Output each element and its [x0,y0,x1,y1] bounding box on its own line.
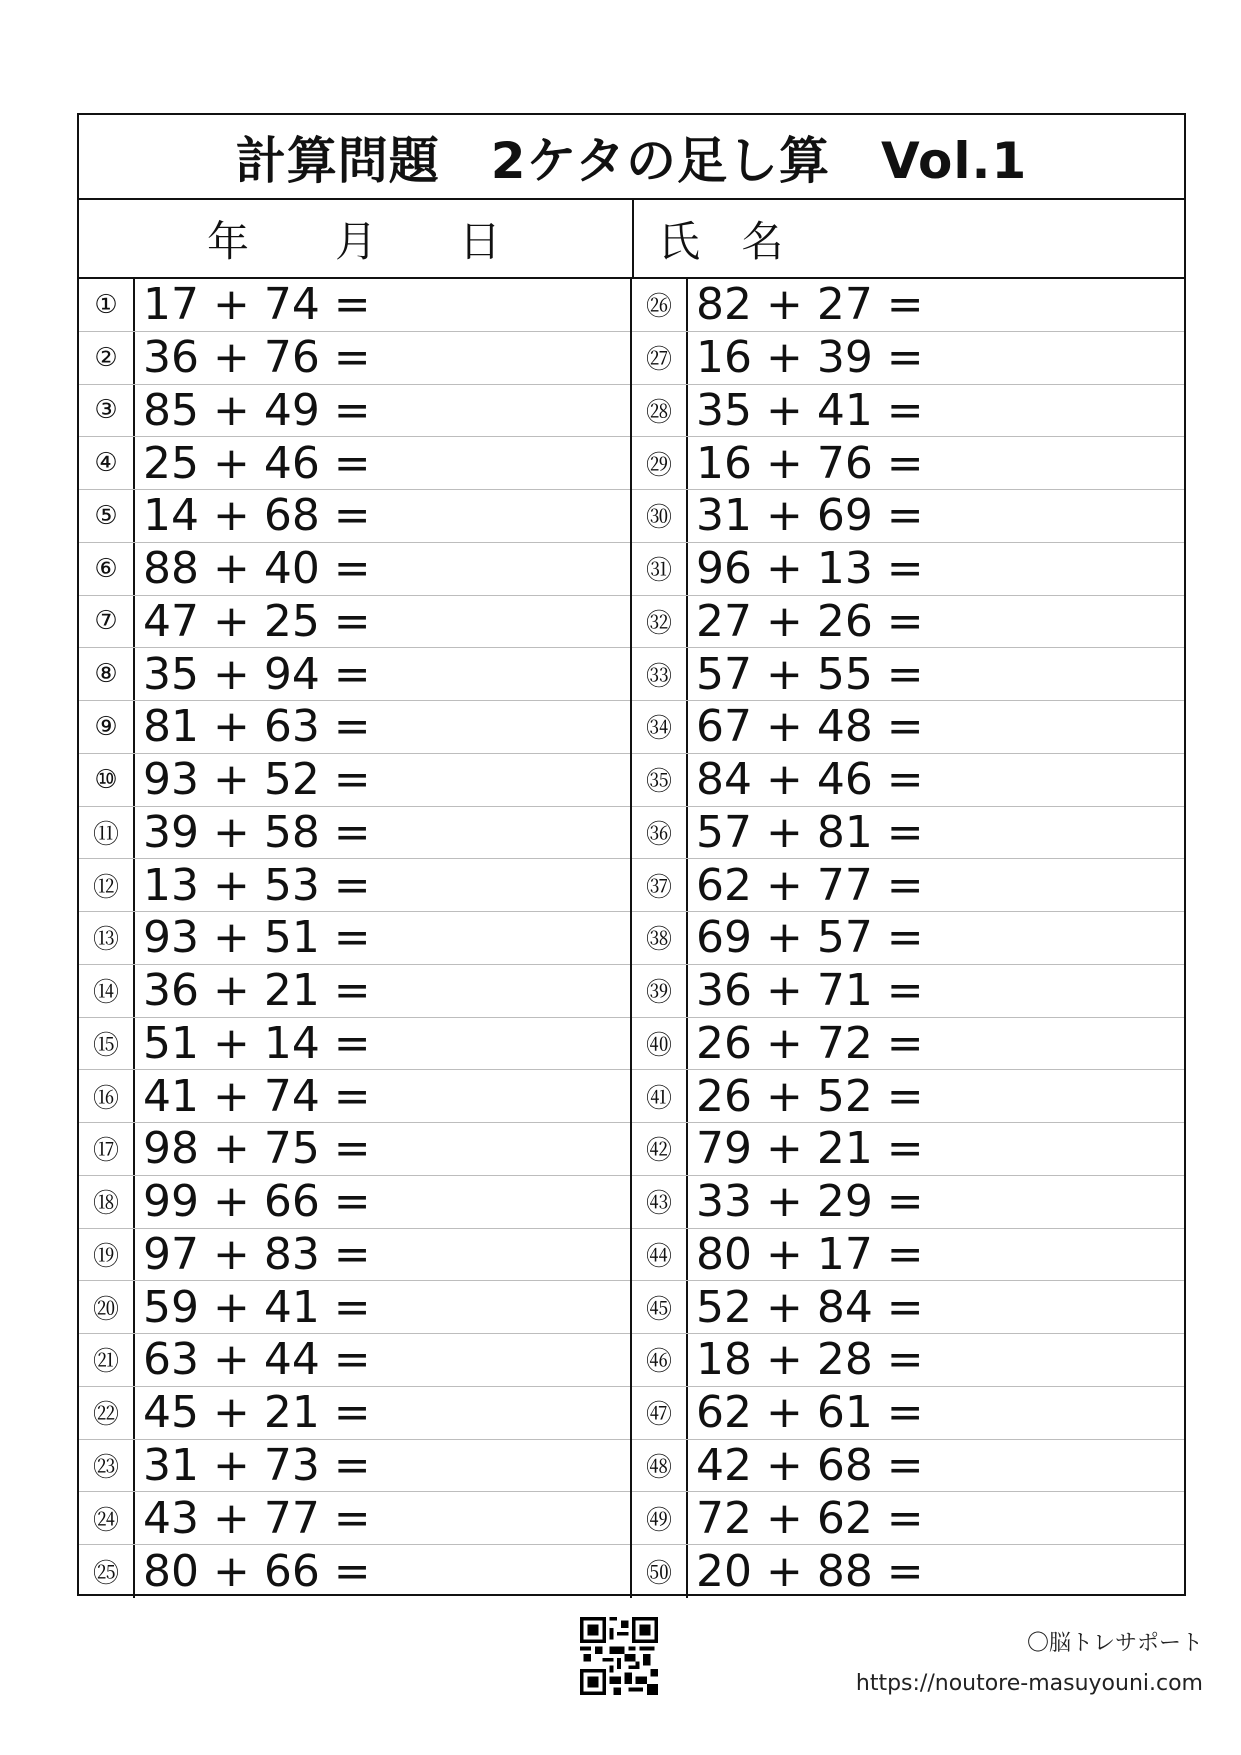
qr-code-icon [580,1617,658,1695]
problem-number: ㉘ [632,385,688,437]
problem-expression[interactable]: 80 + 17 = [696,1228,924,1280]
footer-credit: 〇脳トレサポート [1026,1631,1203,1656]
worksheet-title: 計算問題 2ケタの足し算 Vol.1 [79,115,1184,200]
problem-expression[interactable]: 16 + 76 = [696,437,924,489]
problem-expression[interactable]: 59 + 41 = [143,1281,371,1333]
problem-row [79,1281,630,1334]
problem-number: ㉟ [632,754,688,806]
problem-expression[interactable]: 27 + 26 = [696,595,924,647]
problem-number: ⑫ [79,859,135,911]
problem-row [632,701,1184,754]
problem-number: ⑮ [79,1018,135,1070]
problem-row [79,1545,630,1598]
problem-number: ⑨ [79,701,135,753]
problem-number: ⑯ [79,1070,135,1122]
problem-row [79,807,630,860]
problem-number: ㊼ [632,1387,688,1439]
problem-expression[interactable]: 67 + 48 = [696,701,924,753]
problem-number: ⑲ [79,1229,135,1281]
problem-row [79,701,630,754]
problem-expression[interactable]: 93 + 51 = [143,912,371,964]
problem-number: ㉕ [79,1545,135,1598]
problem-expression[interactable]: 52 + 84 = [696,1281,924,1333]
problem-number: ㊿ [632,1545,688,1598]
problem-row [632,1440,1184,1493]
problem-expression[interactable]: 79 + 21 = [696,1123,924,1175]
problem-number: ㉞ [632,701,688,753]
problem-number: ㉓ [79,1440,135,1492]
problem-number: ③ [79,385,135,437]
problem-expression[interactable]: 85 + 49 = [143,384,371,436]
problem-row [79,1334,630,1387]
problem-number: ⑦ [79,596,135,648]
problem-number: ㊵ [632,1018,688,1070]
problem-number: ⑰ [79,1123,135,1175]
problem-expression[interactable]: 41 + 74 = [143,1070,371,1122]
problem-row [632,807,1184,860]
problem-expression[interactable]: 36 + 76 = [143,332,371,384]
problem-row [79,1018,630,1071]
problem-expression[interactable]: 13 + 53 = [143,859,371,911]
problem-row [632,1492,1184,1545]
problem-expression[interactable]: 36 + 71 = [696,965,924,1017]
problem-row [79,1176,630,1229]
problem-expression[interactable]: 93 + 52 = [143,754,371,806]
problem-number: ㉚ [632,490,688,542]
problem-number: ㉖ [632,279,688,331]
problem-number: ⑳ [79,1281,135,1333]
problem-row [79,279,630,332]
problem-row [79,754,630,807]
problem-expression[interactable]: 62 + 61 = [696,1387,924,1439]
footer-url[interactable]: https://noutore-masuyouni.com [855,1671,1203,1696]
problem-number: ㊸ [632,1176,688,1228]
problem-number: ① [79,279,135,331]
problem-expression[interactable]: 84 + 46 = [696,754,924,806]
problem-number: ㊴ [632,965,688,1017]
problem-row [79,332,630,385]
problem-row [79,1123,630,1176]
problem-number: ㉒ [79,1387,135,1439]
problem-expression[interactable]: 82 + 27 = [696,279,924,331]
problem-expression[interactable]: 98 + 75 = [143,1123,371,1175]
problem-number: ④ [79,437,135,489]
problem-row [632,596,1184,649]
problem-row [632,1281,1184,1334]
problem-row [632,332,1184,385]
problem-number: ㊳ [632,912,688,964]
problem-number: ⑥ [79,543,135,595]
year-label: 年 [207,216,250,266]
problem-expression[interactable]: 35 + 41 = [696,384,924,436]
problem-number: ㉔ [79,1492,135,1544]
problem-number: ⑪ [79,807,135,859]
problem-expression[interactable]: 16 + 39 = [696,332,924,384]
problem-row [79,648,630,701]
problem-expression[interactable]: 57 + 81 = [696,806,924,858]
problem-expression[interactable]: 31 + 73 = [143,1439,371,1491]
problem-number: ㊲ [632,859,688,911]
problem-row [632,912,1184,965]
problem-expression[interactable]: 99 + 66 = [143,1176,371,1228]
problem-expression[interactable]: 63 + 44 = [143,1334,371,1386]
problem-row [79,1229,630,1282]
problem-row [632,1334,1184,1387]
problem-row [632,1229,1184,1282]
problem-row [632,1176,1184,1229]
problem-row [632,385,1184,438]
problem-row [79,965,630,1018]
problem-row [632,965,1184,1018]
problem-row [79,543,630,596]
problem-number: ㊻ [632,1334,688,1386]
problem-row [79,912,630,965]
problem-expression[interactable]: 14 + 68 = [143,490,371,542]
problem-expression[interactable]: 39 + 58 = [143,806,371,858]
problems-right-column [632,279,1184,1598]
problem-number: ㊷ [632,1123,688,1175]
problem-row [632,648,1184,701]
problem-row [632,1018,1184,1071]
problem-row [632,859,1184,912]
problem-row [632,1123,1184,1176]
problem-expression[interactable]: 97 + 83 = [143,1228,371,1280]
problem-number: ⑤ [79,490,135,542]
problem-expression[interactable]: 96 + 13 = [696,543,924,595]
problem-row [632,279,1184,332]
problem-row [632,1387,1184,1440]
info-row [79,200,1184,279]
problem-expression[interactable]: 20 + 88 = [696,1545,924,1597]
problem-expression[interactable]: 57 + 55 = [696,648,924,700]
name-label: 氏 名 [658,216,798,266]
name-field[interactable] [634,200,1184,277]
problem-expression[interactable]: 25 + 46 = [143,437,371,489]
problem-expression[interactable]: 51 + 14 = [143,1017,371,1069]
problem-expression[interactable]: 62 + 77 = [696,859,924,911]
problem-number: ㉝ [632,648,688,700]
problem-number: ㊹ [632,1229,688,1281]
problem-number: ⑧ [79,648,135,700]
problem-expression[interactable]: 31 + 69 = [696,490,924,542]
problem-number: ⑩ [79,754,135,806]
worksheet [77,113,1186,1596]
problem-expression[interactable]: 72 + 62 = [696,1492,924,1544]
problem-number: ㉛ [632,543,688,595]
problem-expression[interactable]: 17 + 74 = [143,279,371,331]
problem-number: ② [79,332,135,384]
problem-expression[interactable]: 18 + 28 = [696,1334,924,1386]
problem-expression[interactable]: 88 + 40 = [143,543,371,595]
date-field[interactable] [79,200,634,277]
problem-number: ㉗ [632,332,688,384]
problem-row [79,490,630,543]
problem-row [79,385,630,438]
problem-row [79,437,630,490]
problem-number: ㊽ [632,1440,688,1492]
problem-expression[interactable]: 42 + 68 = [696,1439,924,1491]
problem-row [79,1387,630,1440]
problem-expression[interactable]: 26 + 72 = [696,1017,924,1069]
problem-number: ㉑ [79,1334,135,1386]
problem-expression[interactable]: 45 + 21 = [143,1387,371,1439]
problem-row [632,754,1184,807]
problem-number: ㉜ [632,596,688,648]
problem-row [79,859,630,912]
problem-expression[interactable]: 80 + 66 = [143,1545,371,1597]
problem-row [79,1492,630,1545]
problem-expression[interactable]: 69 + 57 = [696,912,924,964]
problem-expression[interactable]: 43 + 77 = [143,1492,371,1544]
problem-number: ⑭ [79,965,135,1017]
problem-row [632,1070,1184,1123]
problem-row [79,1440,630,1493]
problem-expression[interactable]: 36 + 21 = [143,965,371,1017]
problem-row [632,1545,1184,1598]
problem-number: ㊶ [632,1070,688,1122]
problem-number: ⑱ [79,1176,135,1228]
problem-number: ⑬ [79,912,135,964]
problem-number: ㊱ [632,807,688,859]
problem-number: ㊾ [632,1492,688,1544]
problem-number: ㉙ [632,437,688,489]
problems-left-column [79,279,632,1598]
problem-row [79,1070,630,1123]
problem-row [632,490,1184,543]
problem-row [79,596,630,649]
problem-number: ㊺ [632,1281,688,1333]
problem-row [632,437,1184,490]
problem-expression[interactable]: 81 + 63 = [143,701,371,753]
problem-expression[interactable]: 35 + 94 = [143,648,371,700]
month-label: 月 [335,216,378,266]
problem-row [632,543,1184,596]
problem-expression[interactable]: 33 + 29 = [696,1176,924,1228]
problems-area [79,279,1184,1598]
problem-expression[interactable]: 26 + 52 = [696,1070,924,1122]
problem-expression[interactable]: 47 + 25 = [143,595,371,647]
day-label: 日 [459,216,502,266]
